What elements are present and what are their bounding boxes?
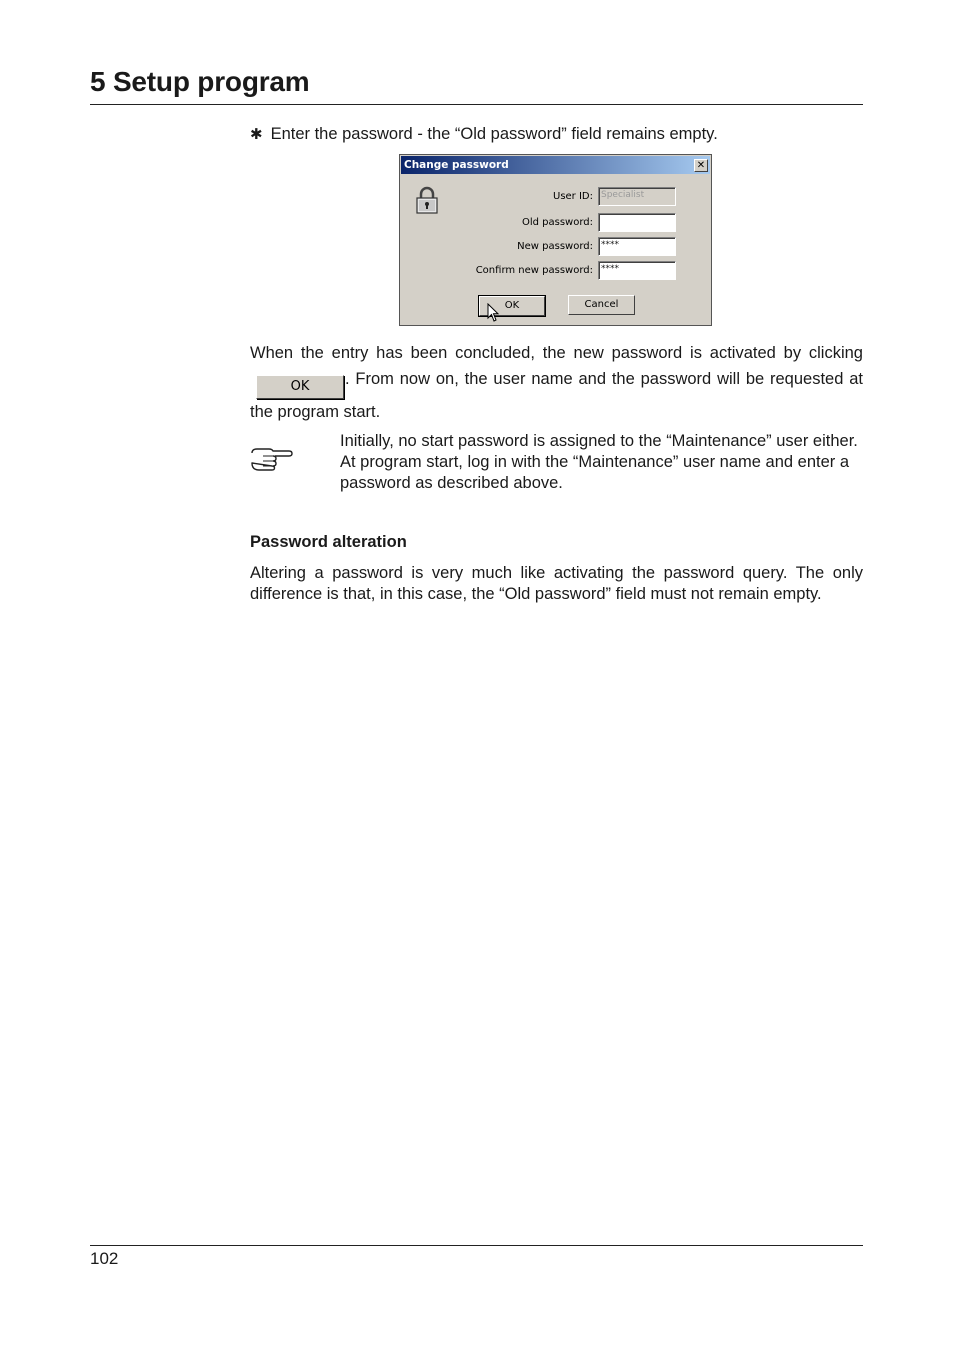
old-password-field[interactable]: [598, 213, 676, 232]
mouse-cursor-icon: [487, 303, 501, 323]
pointing-hand-icon: [249, 445, 293, 471]
user-id-label: User ID:: [553, 191, 593, 202]
user-id-field: Specialist: [598, 187, 676, 206]
new-password-label: New password:: [517, 241, 593, 252]
section-paragraph: Altering a password is very much like activating the password query. The only difference is that, in this case, the “Old password” field must not remain empty.: [250, 564, 863, 603]
step-text: Enter the password - the “Old password” field remains empty.: [270, 125, 718, 143]
inline-ok-button: OK: [256, 375, 344, 399]
ok-button[interactable]: OK: [479, 296, 545, 316]
confirm-password-field[interactable]: ****: [598, 261, 676, 280]
change-password-dialog: [399, 154, 712, 326]
page-number: 102: [90, 1249, 119, 1268]
note-text: Initially, no start password is assigned to the “Maintenance” user either. At program start, log in with the “Maintenance” user name and enter a password as described above.: [340, 432, 858, 492]
new-password-field[interactable]: ****: [598, 237, 676, 256]
activation-paragraph: [250, 340, 863, 425]
instruction-step: [250, 125, 718, 144]
confirm-password-label: Confirm new password:: [475, 265, 593, 276]
dialog-titlebar: [401, 156, 710, 174]
old-password-label: Old password:: [521, 217, 593, 228]
paragraph-text-after: . From now on, the user name and the password will be requested at the program start.: [250, 370, 863, 421]
title-divider: [90, 104, 863, 105]
footer-divider: [90, 1245, 863, 1246]
section-heading: Password alteration: [250, 533, 407, 551]
step-bullet: ✱: [250, 126, 263, 143]
cancel-button[interactable]: Cancel: [568, 295, 635, 315]
dialog-title: Change password: [404, 159, 509, 171]
close-icon[interactable]: ✕: [694, 159, 708, 172]
paragraph-text-before: When the entry has been concluded, the new password is activated by clicking: [250, 344, 863, 362]
page-title: 5 Setup program: [90, 66, 310, 97]
